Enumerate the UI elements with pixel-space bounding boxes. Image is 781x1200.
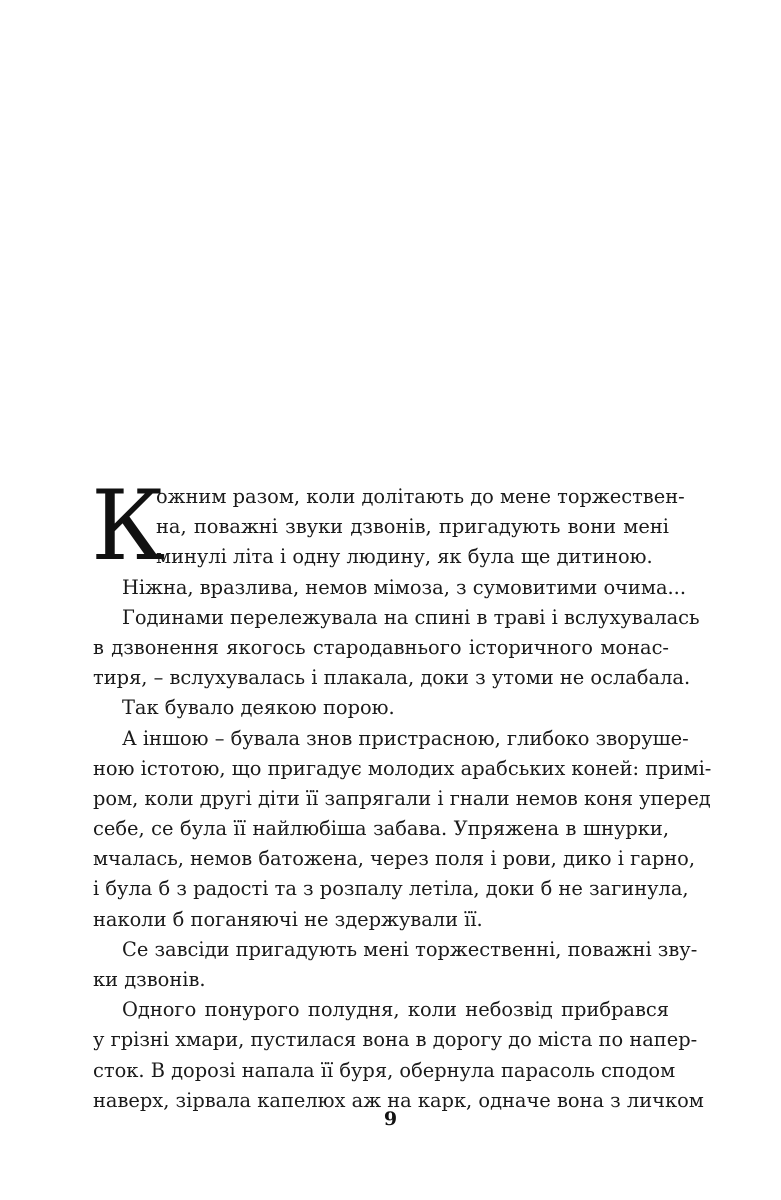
text-line: у грізні хмари, пустилася вона в дорогу до міста по напер- — [93, 1028, 698, 1052]
text-line: Годинами перележувала на спині в траві і вслухувалась — [122, 605, 700, 629]
text-line: А іншою – бувала знов пристрасною, глибоко зворуше- — [122, 726, 689, 750]
text-line: на, поважні звуки дзвонів, пригадують вони мені — [156, 515, 669, 539]
text-line: себе, се була її найлюбіша забава. Упряжена в шнурки, — [93, 817, 669, 841]
text-line: Так бувало деякою порою. — [122, 696, 395, 720]
page-number: 9 — [383, 1108, 398, 1130]
text-line: наверх, зірвала капелюх аж на карк, одначе вона з личком — [93, 1088, 704, 1112]
text-line: Ніжна, вразлива, немов мімоза, з сумовитими очима... — [122, 575, 686, 599]
text-line: минулі літа і одну людину, як була ще дитиною. — [156, 545, 653, 569]
text-line: Се завсіди пригадують мені торжественні, поважні зву- — [122, 937, 698, 961]
text-line: сток. В дорозі напала її буря, обернула парасоль сподом — [93, 1058, 676, 1082]
text-line: в дзвонення якогось стародавнього історичного монас- — [93, 635, 669, 659]
text-line: ром, коли другі діти її запрягали і гнали немов коня уперед — [93, 786, 711, 810]
text-line: Одного понурого полудня, коли небозвід прибрався — [122, 998, 669, 1022]
text-line: наколи б поганяючі не здержували її. — [93, 907, 483, 931]
text-line: і була б з радості та з розпалу летіла, доки б не загинула, — [93, 877, 689, 901]
text-line: ки дзвонів. — [93, 968, 206, 991]
text-line: тиря, – вслухувалась і плакала, доки з утоми не ослабала. — [93, 666, 691, 690]
text-line: ожним разом, коли долітають до мене торжествен- — [156, 485, 685, 508]
text-line: мчалась, немов батожена, через поля і рови, дико і гарно, — [93, 847, 696, 871]
body-text — [91, 470, 712, 1116]
text-line: ною істотою, що пригадує молодих арабських коней: примі- — [93, 756, 712, 780]
drop-cap: К — [91, 470, 166, 582]
